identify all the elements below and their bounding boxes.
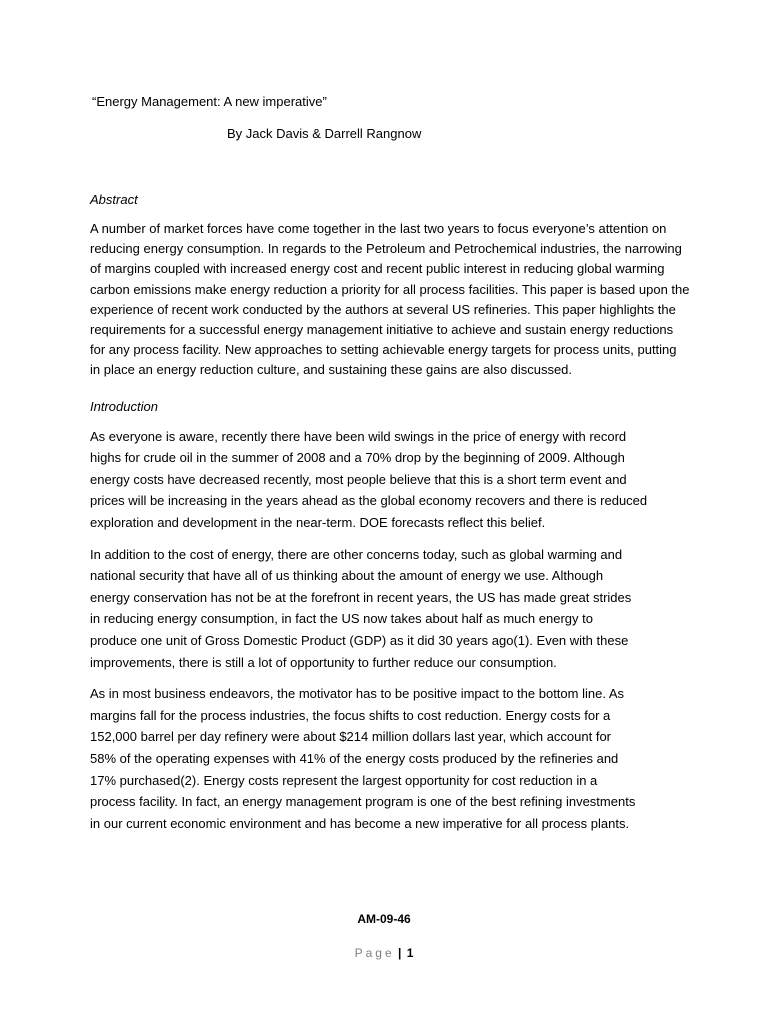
text-line: A number of market forces have come together in the last two years to focus everyone’s attention on	[90, 221, 667, 236]
text-line: requirements for a successful energy management initiative to achieve and sustain energy reductions	[90, 322, 674, 338]
introduction-paragraph-2	[90, 544, 690, 674]
page-number: 1	[406, 946, 414, 960]
text-line: for any process facility. New approaches to setting achievable energy targets for process units, putting	[90, 342, 677, 358]
document-body	[90, 190, 690, 844]
text-line: produce one unit of Gross Domestic Product (GDP) as it did 30 years ago(1). Even with these	[90, 632, 629, 648]
page-number-footer	[0, 944, 768, 962]
document-title: “Energy Management: A new imperative”	[92, 94, 327, 109]
text-line: 17% purchased(2). Energy costs represent the largest opportunity for cost reduction in a	[90, 772, 598, 788]
text-line: in our current economic environment and has become a new imperative for all process plants.	[90, 815, 630, 831]
document-code: AM-09-46	[357, 912, 411, 926]
text-line: of margins coupled with increased energy cost and recent public interest in reducing global warming	[90, 261, 665, 277]
text-line: reducing energy consumption. In regards to the Petroleum and Petrochemical industries, the narrowing	[90, 241, 682, 257]
text-line: experience of recent work conducted by the authors at several US refineries. This paper highlights the	[90, 301, 676, 317]
abstract-paragraph	[90, 219, 690, 381]
text-line: In addition to the cost of energy, there are other concerns today, such as global warming and	[90, 546, 623, 562]
text-line: As everyone is aware, recently there have been wild swings in the price of energy with record	[90, 428, 627, 444]
text-line: exploration and development in the near-term. DOE forecasts reflect this belief.	[90, 515, 546, 530]
page-separator: |	[397, 946, 402, 960]
text-line: 152,000 barrel per day refinery were about $214 million dollars last year, which account for	[90, 729, 612, 745]
text-line: prices will be increasing in the years ahead as the global economy recovers and there is reduced	[90, 493, 648, 509]
introduction-section	[90, 397, 690, 835]
abstract-section	[90, 190, 690, 381]
text-line: margins fall for the process industries, the focus shifts to cost reduction. Energy costs for a	[90, 707, 611, 723]
page-label: Page	[354, 946, 395, 960]
text-line: national security that have all of us thinking about the amount of energy we use. Although	[90, 568, 604, 584]
introduction-paragraph-1	[90, 426, 690, 534]
section-heading-introduction: Introduction	[90, 398, 158, 414]
section-heading-abstract: Abstract	[90, 192, 138, 207]
text-line: highs for crude oil in the summer of 2008 and a 70% drop by the beginning of 2009. Although	[90, 450, 625, 466]
text-line: in reducing energy consumption, in fact the US now takes about half as much energy to	[90, 611, 593, 627]
text-line: energy conservation has not be at the forefront in recent years, the US has made great strides	[90, 589, 632, 605]
text-line: process facility. In fact, an energy management program is one of the best refining investments	[90, 794, 636, 810]
document-authors: By Jack Davis & Darrell Rangnow	[227, 126, 422, 141]
text-line: 58% of the operating expenses with 41% of the energy costs produced by the refineries and	[90, 750, 619, 766]
text-line: energy costs have decreased recently, most people believe that this is a short term event and	[90, 471, 627, 487]
text-line: As in most business endeavors, the motivator has to be positive impact to the bottom line. As	[90, 686, 624, 702]
text-line: improvements, there is still a lot of opportunity to further reduce our consumption.	[90, 654, 557, 670]
text-line: in place an energy reduction culture, and sustaining these gains are also discussed.	[90, 362, 573, 378]
introduction-paragraph-3	[90, 683, 690, 834]
text-line: carbon emissions make energy reduction a priority for all process facilities. This paper is based upon the	[90, 281, 690, 297]
